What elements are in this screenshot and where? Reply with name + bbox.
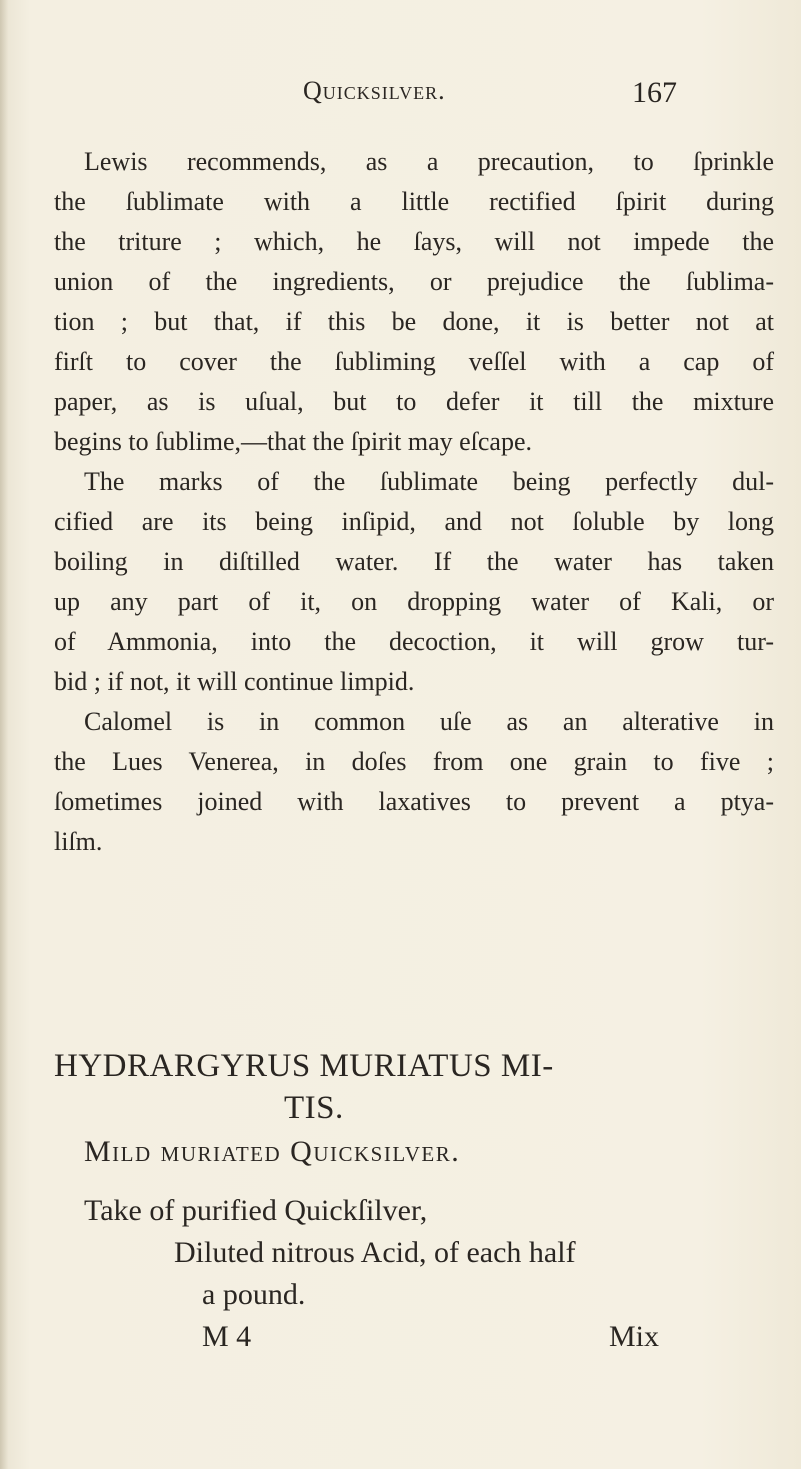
text-line: cified are its being inſipid, and not ſoluble by long (54, 507, 774, 536)
text-line: up any part of it, on dropping water of Kali, or (54, 587, 774, 616)
text-line: the ſublimate with a little rectified ſpirit during (54, 187, 774, 216)
page-number: 167 (632, 76, 677, 109)
subheading: Mild muriated Quicksilver. (84, 1135, 461, 1168)
text-line: of Ammonia, into the decoction, it will grow tur- (54, 627, 774, 656)
text-line: bid ; if not, it will continue limpid. (54, 667, 415, 696)
heading-line: TIS. (284, 1090, 344, 1126)
recipe-line: Take of purified Quickſilver, (84, 1194, 428, 1227)
page-footer (54, 1316, 774, 1358)
text-line: liſm. (54, 827, 103, 856)
text-line: Calomel is in common uſe as an alterative in (84, 707, 774, 736)
text-line: union of the ingredients, or prejudice the ſublima- (54, 267, 774, 296)
text-line: the triture ; which, he ſays, will not impede the (54, 227, 774, 256)
recipe-line: Diluted nitrous Acid, of each half (174, 1236, 576, 1269)
page-gutter-edge (0, 0, 8, 1469)
signature-mark: M 4 (202, 1320, 252, 1353)
running-title: Quicksilver. (303, 76, 446, 105)
text-line: tion ; but that, if this be done, it is better not at (54, 307, 774, 336)
recipe-line: a pound. (202, 1278, 306, 1311)
section-heading (54, 1045, 774, 1175)
text-line: boiling in diſtilled water. If the water has taken (54, 547, 774, 576)
text-line: begins to ſublime,—that the ſpirit may eſcape. (54, 427, 532, 456)
heading-line: HYDRARGYRUS MURIATUS MI- (54, 1048, 554, 1084)
text-line: firſt to cover the ſubliming veſſel with a cap of (54, 347, 774, 376)
text-line: paper, as is uſual, but to defer it till the mixture (54, 387, 774, 416)
body-text (54, 142, 774, 862)
catchword: Mix (609, 1320, 660, 1353)
text-line: the Lues Venerea, in doſes from one grain to five ; (54, 747, 774, 776)
page-header (0, 76, 801, 126)
text-line: ſometimes joined with laxatives to prevent a ptya- (54, 787, 774, 816)
text-line: Lewis recommends, as a precaution, to ſprinkle (84, 147, 774, 176)
recipe (54, 1190, 774, 1358)
text-line: The marks of the ſublimate being perfectly dul- (84, 467, 774, 496)
